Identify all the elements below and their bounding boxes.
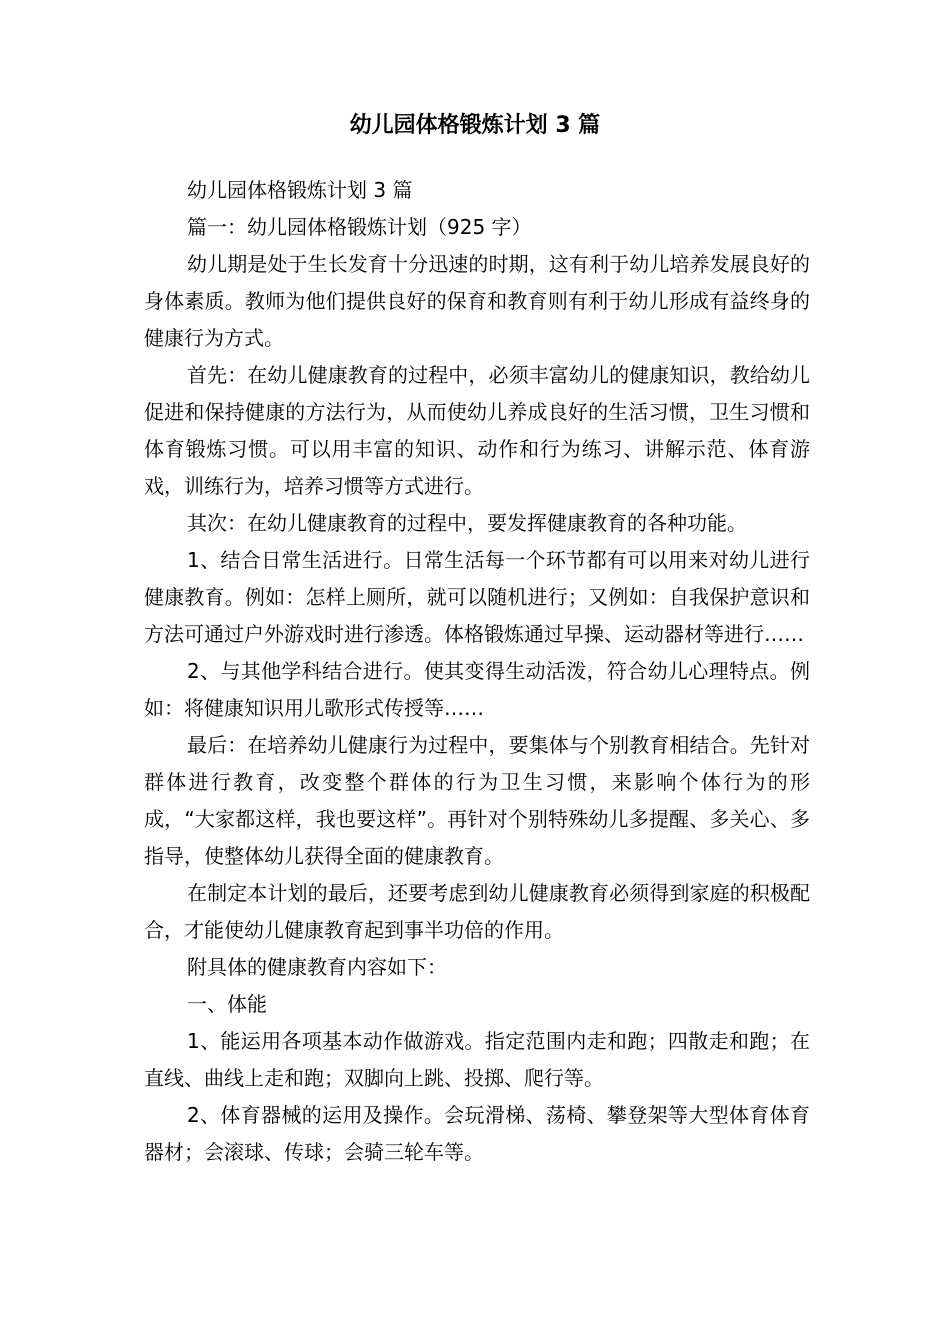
paragraph-second: 其次：在幼儿健康教育的过程中，要发挥健康教育的各种功能。 — [187, 511, 747, 535]
paragraph-heading-physical: 一、体能 — [187, 992, 267, 1016]
paragraph-last: 最后：在培养幼儿健康行为过程中，要集体与个别教育相结合。先针对群体进行教育，改变整个群体的行为卫生习惯，来影响个体行为的形成，“大家都这样，我也要这样”。再针对个别特殊幼儿多提醒、多关心、多指导，使整体幼儿获得全面的健康教育。 — [144, 733, 810, 868]
paragraph-section-heading: 篇一：幼儿园体格锻炼计划（925 字） — [187, 215, 532, 239]
paragraph-item-2: 2、与其他学科结合进行。使其变得生动活泼，符合幼儿心理特点。例如：将健康知识用儿歌形式传授等…… — [144, 659, 810, 720]
paragraph-first: 首先：在幼儿健康教育的过程中，必须丰富幼儿的健康知识，教给幼儿促进和保持健康的方法行为，从而使幼儿养成良好的生活习惯，卫生习惯和体育锻炼习惯。可以用丰富的知识、动作和行为练习、讲解示范、体育游戏，训练行为，培养习惯等方式进行。 — [144, 363, 810, 498]
document-title: 幼儿园体格锻炼计划 3 篇 — [349, 113, 601, 138]
paragraph-content-intro: 附具体的健康教育内容如下： — [187, 955, 447, 979]
paragraph-intro: 幼儿期是处于生长发育十分迅速的时期，这有利于幼儿培养发展良好的身体素质。教师为他们提供良好的保育和教育则有利于幼儿形成有益终身的健康行为方式。 — [144, 252, 810, 350]
paragraph-conclusion: 在制定本计划的最后，还要考虑到幼儿健康教育必须得到家庭的积极配合，才能使幼儿健康教育起到事半功倍的作用。 — [144, 881, 810, 942]
paragraph-item-1: 1、结合日常生活进行。日常生活每一个环节都有可以用来对幼儿进行健康教育。例如：怎样上厕所，就可以随机进行；又例如：自我保护意识和方法可通过户外游戏时进行渗透。体格锻炼通过早操、运动器材等进行…… — [144, 548, 810, 646]
document-body — [144, 172, 810, 1171]
paragraph-subtitle: 幼儿园体格锻炼计划 3 篇 — [187, 178, 413, 202]
paragraph-physical-2: 2、体育器械的运用及操作。会玩滑梯、荡椅、攀登架等大型体育体育器材；会滚球、传球；会骑三轮车等。 — [144, 1103, 810, 1164]
paragraph-physical-1: 1、能运用各项基本动作做游戏。指定范围内走和跑；四散走和跑；在直线、曲线上走和跑；双脚向上跳、投掷、爬行等。 — [144, 1029, 810, 1090]
